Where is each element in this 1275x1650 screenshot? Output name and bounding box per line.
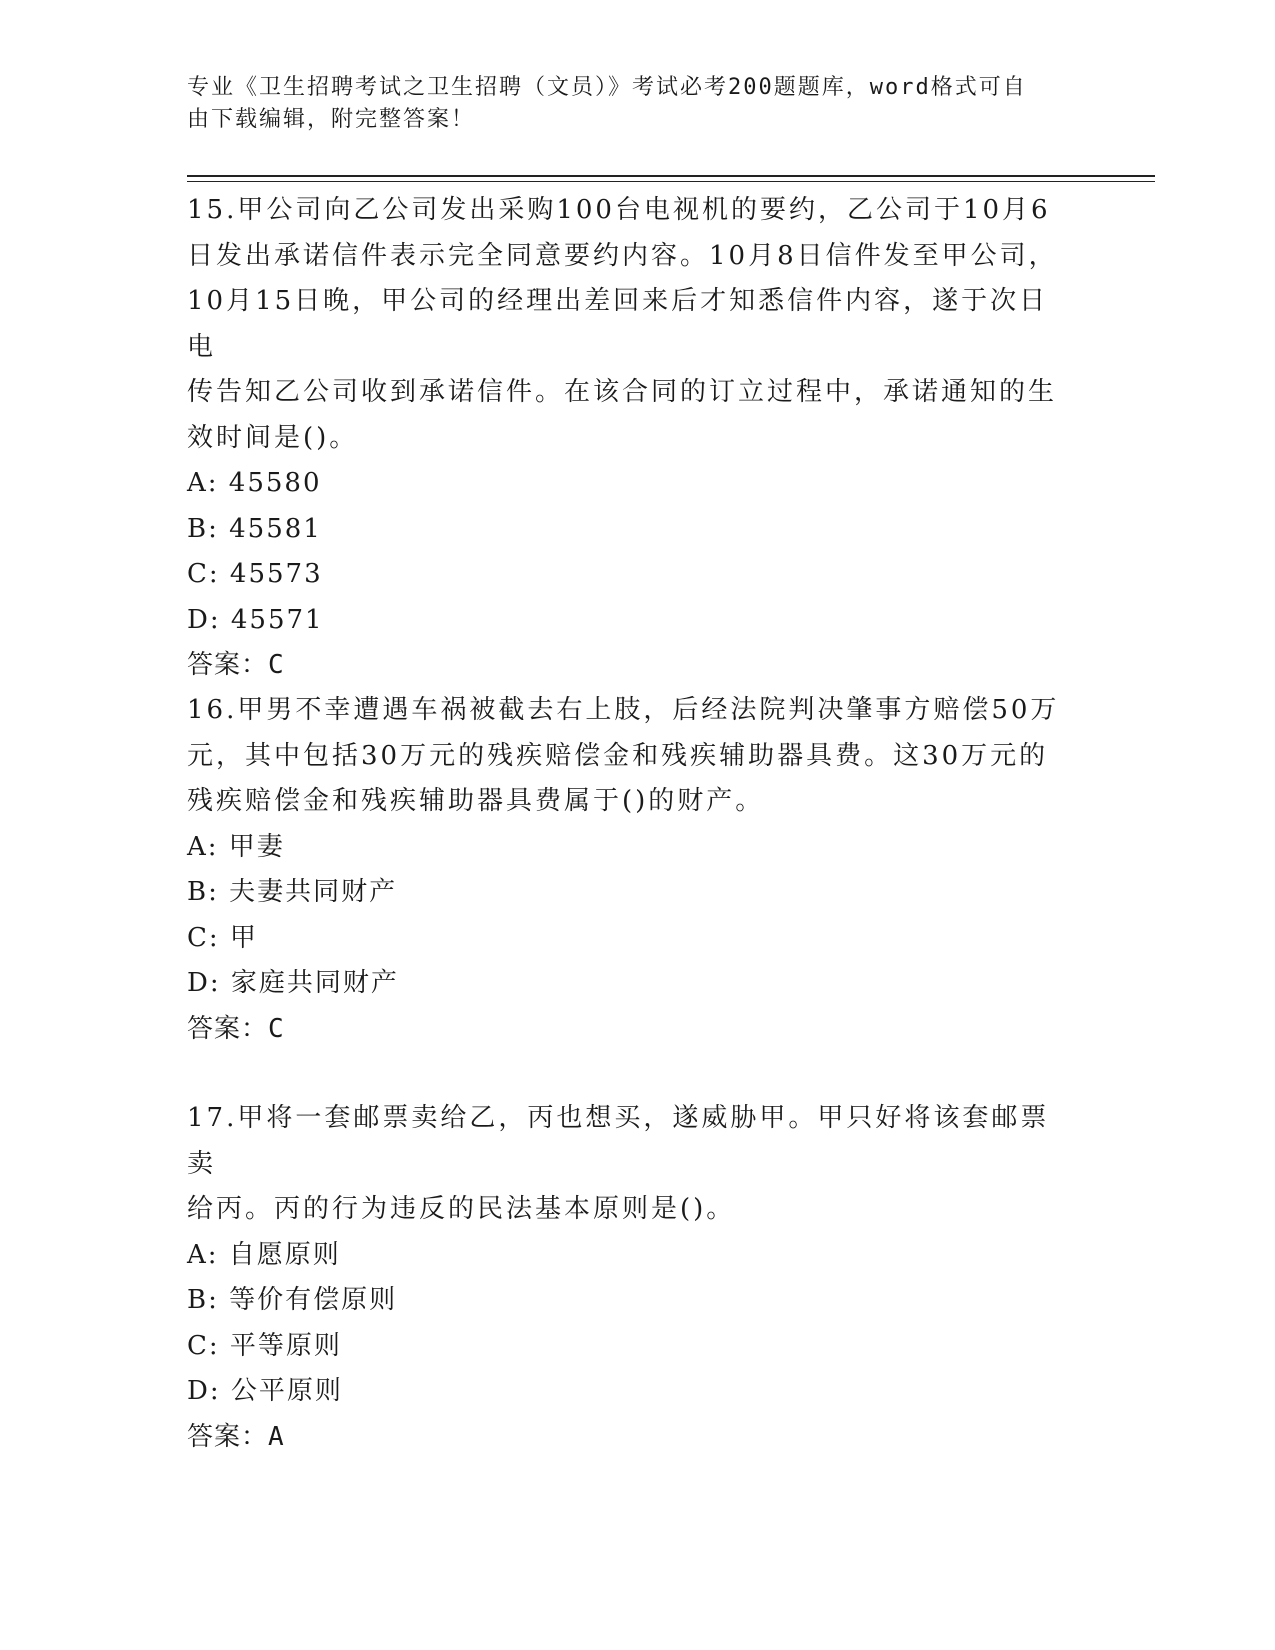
question-text-line: 传告知乙公司收到承诺信件。在该合同的订立过程中，承诺通知的生 xyxy=(187,377,1058,407)
question-text-line: 16.甲男不幸遭遇车祸被截去右上肢，后经法院判决肇事方赔偿50万 xyxy=(187,695,1060,725)
header-divider-thick xyxy=(187,175,1155,177)
answer: 答案：A xyxy=(187,1421,285,1452)
option-d: D: 45571 xyxy=(187,604,324,635)
question-text-line: 10月15日晚，甲公司的经理出差回来后才知悉信件内容，遂于次日电 xyxy=(187,286,1049,362)
question-text-line: 效时间是()。 xyxy=(187,422,359,453)
document-header xyxy=(187,72,1067,136)
option-b: B: 夫妻共同财产 xyxy=(187,877,398,907)
question-17 xyxy=(187,1096,1067,1460)
option-a: A: 45580 xyxy=(187,468,322,498)
option-c: C: 甲 xyxy=(187,922,258,953)
question-text-line: 15.甲公司向乙公司发出采购100台电视机的要约，乙公司于10月6 xyxy=(187,195,1051,225)
header-divider-thin xyxy=(187,181,1155,182)
question-text-line: 17.甲将一套邮票卖给乙，丙也想买，遂威胁甲。甲只好将该套邮票卖 xyxy=(187,1103,1050,1179)
question-text-line: 给丙。丙的行为违反的民法基本原则是()。 xyxy=(187,1194,736,1224)
question-text-line: 日发出承诺信件表示完全同意要约内容。10月8日信件发至甲公司， xyxy=(187,240,1058,271)
question-text-line: 残疾赔偿金和残疾辅助器具费属于()的财产。 xyxy=(187,786,765,816)
question-15 xyxy=(187,188,1067,689)
question-16 xyxy=(187,688,1067,1052)
option-d: D: 家庭共同财产 xyxy=(187,968,399,998)
header-line-2: 由下载编辑，附完整答案！ xyxy=(187,107,476,132)
answer: 答案：C xyxy=(187,650,285,680)
option-a: A: 甲妻 xyxy=(187,831,285,862)
option-a: A: 自愿原则 xyxy=(187,1239,341,1270)
option-c: C: 平等原则 xyxy=(187,1330,342,1361)
option-d: D: 公平原则 xyxy=(187,1376,343,1406)
option-c: C: 45573 xyxy=(187,559,323,589)
question-text-line: 元，其中包括30万元的残疾赔偿金和残疾辅助器具费。这30万元的 xyxy=(187,740,1049,771)
answer: 答案：C xyxy=(187,1013,285,1044)
header-line-1: 专业《卫生招聘考试之卫生招聘（文员）》考试必考200题题库，word格式可自 xyxy=(187,75,1027,100)
option-b: B: 等价有偿原则 xyxy=(187,1285,398,1315)
option-b: B: 45581 xyxy=(187,513,322,544)
